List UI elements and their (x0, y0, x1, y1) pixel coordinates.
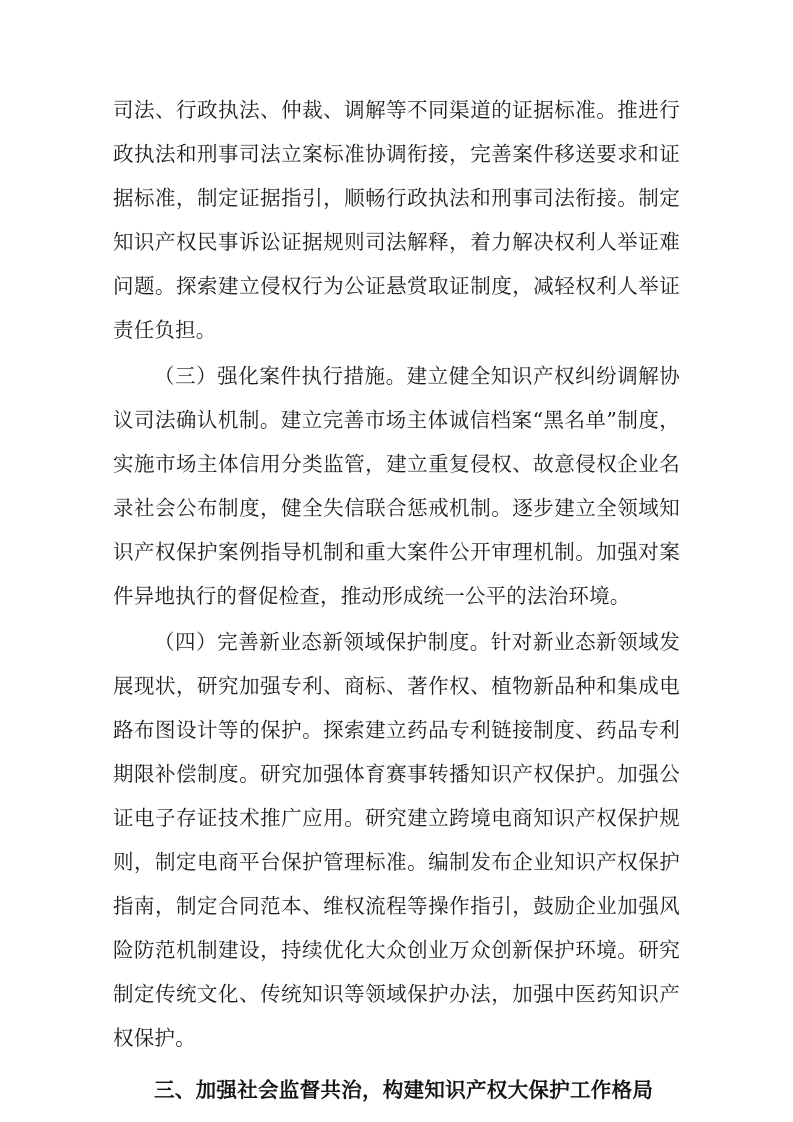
heading-spacer (113, 1060, 680, 1068)
section-heading-three: 三、加强社会监督共治，构建知识产权大保护工作格局 (154, 1078, 654, 1102)
page-content (113, 88, 680, 1112)
paragraph-section-three: （三）强化案件执行措施。建立健全知识产权纠纷调解协议司法确认机制。建立完善市场主体诚信档案“黑名单”制度，实施市场主体信用分类监管，建立重复侵权、故意侵权企业名录社会公布制度，健全失信联合惩戒机制。逐步建立全领域知识产权保护案例指导机制和重大案件公开审理机制。加强对案件异地执行的督促检查，推动形成统一公平的法治环境。 (113, 364, 680, 608)
paragraph-section-four: （四）完善新业态新领域保护制度。针对新业态新领域发展现状，研究加强专利、商标、著作权、植物新品种和集成电路布图设计等的保护。探索建立药品专利链接制度、药品专利期限补偿制度。研究加强体育赛事转播知识产权保护。加强公证电子存证技术推广应用。研究建立跨境电商知识产权保护规则，制定电商平台保护管理标准。编制发布企业知识产权保护指南，制定合同范本、维权流程等操作指引，鼓励企业加强风险防范机制建设，持续优化大众创业万众创新保护环境。研究制定传统文化、传统知识等领域保护办法，加强中医药知识产权保护。 (113, 630, 680, 1050)
paragraph-continuation: 司法、行政执法、仲裁、调解等不同渠道的证据标准。推进行政执法和刑事司法立案标准协调衔接，完善案件移送要求和证据标准，制定证据指引，顺畅行政执法和刑事司法衔接。制定知识产权民事诉讼证据规则司法解释，着力解决权利人举证难问题。探索建立侵权行为公证悬赏取证制度，减轻权利人举证责任负担。 (113, 98, 680, 342)
